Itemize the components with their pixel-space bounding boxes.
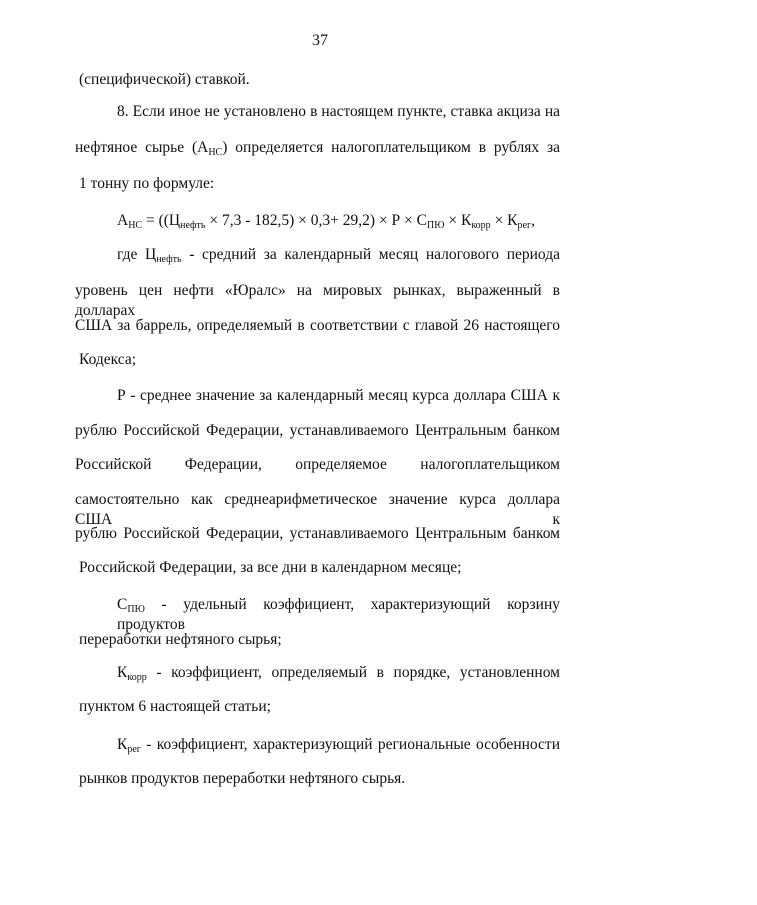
text-line: рынков продуктов переработки нефтяного сырья. — [79, 770, 406, 787]
text-line: $С_{ПЮ}$ - удельный коэффициент, характеризующий корзину продуктов — [117, 596, 560, 633]
text-line: 8. Если иное не установлено в настоящем пункте, ставка акциза на — [117, 103, 560, 120]
text-line: Российской Федерации, за все дни в календарном месяце; — [79, 559, 462, 576]
text-line: $К_{корр}$ - коэффициент, определяемый в порядке, установленном — [117, 664, 560, 683]
text-line: рублю Российской Федерации, устанавливаемого Центральным банком — [75, 525, 560, 542]
excise-rate-formula: $А_{НС} = ((Ц_{нефть} \times 7,3 - 182,5) \times 0,3+ 29,2) \times Р \times С_{ПЮ} \times К_{корр} \times К_{рег}$, — [117, 212, 535, 231]
text-line: (специфической) ставкой. — [79, 71, 250, 88]
page-number: 37 — [312, 32, 328, 49]
text-line: Р - среднее значение за календарный месяц курса доллара США к — [117, 387, 560, 404]
text-line: 1 тонну по формуле: — [79, 175, 215, 192]
text-line: где $Ц_{нефть}$ - средний за календарный месяц налогового периода — [117, 246, 560, 265]
text-line: уровень цен нефти «Юралс» на мировых рынках, выраженный в долларах — [75, 282, 560, 319]
text-line: переработки нефтяного сырья; — [79, 631, 282, 648]
text-line: рублю Российской Федерации, устанавливаемого Центральным банком — [75, 422, 560, 439]
text-line: США за баррель, определяемый в соответствии с главой 26 настоящего — [75, 317, 560, 334]
text-line: $К_{рег}$ - коэффициент, характеризующий региональные особенности — [117, 736, 560, 755]
text-line: Российской Федерации, определяемое налогоплательщиком — [75, 456, 560, 473]
text-line: нефтяное сырье $(А_{НС})$ определяется налогоплательщиком в рублях за — [75, 139, 560, 158]
text-line: Кодекса; — [79, 351, 137, 368]
text-line: самостоятельно как среднеарифметическое значение курса доллара США к — [75, 491, 560, 528]
text-line: пунктом 6 настоящей статьи; — [79, 698, 271, 715]
